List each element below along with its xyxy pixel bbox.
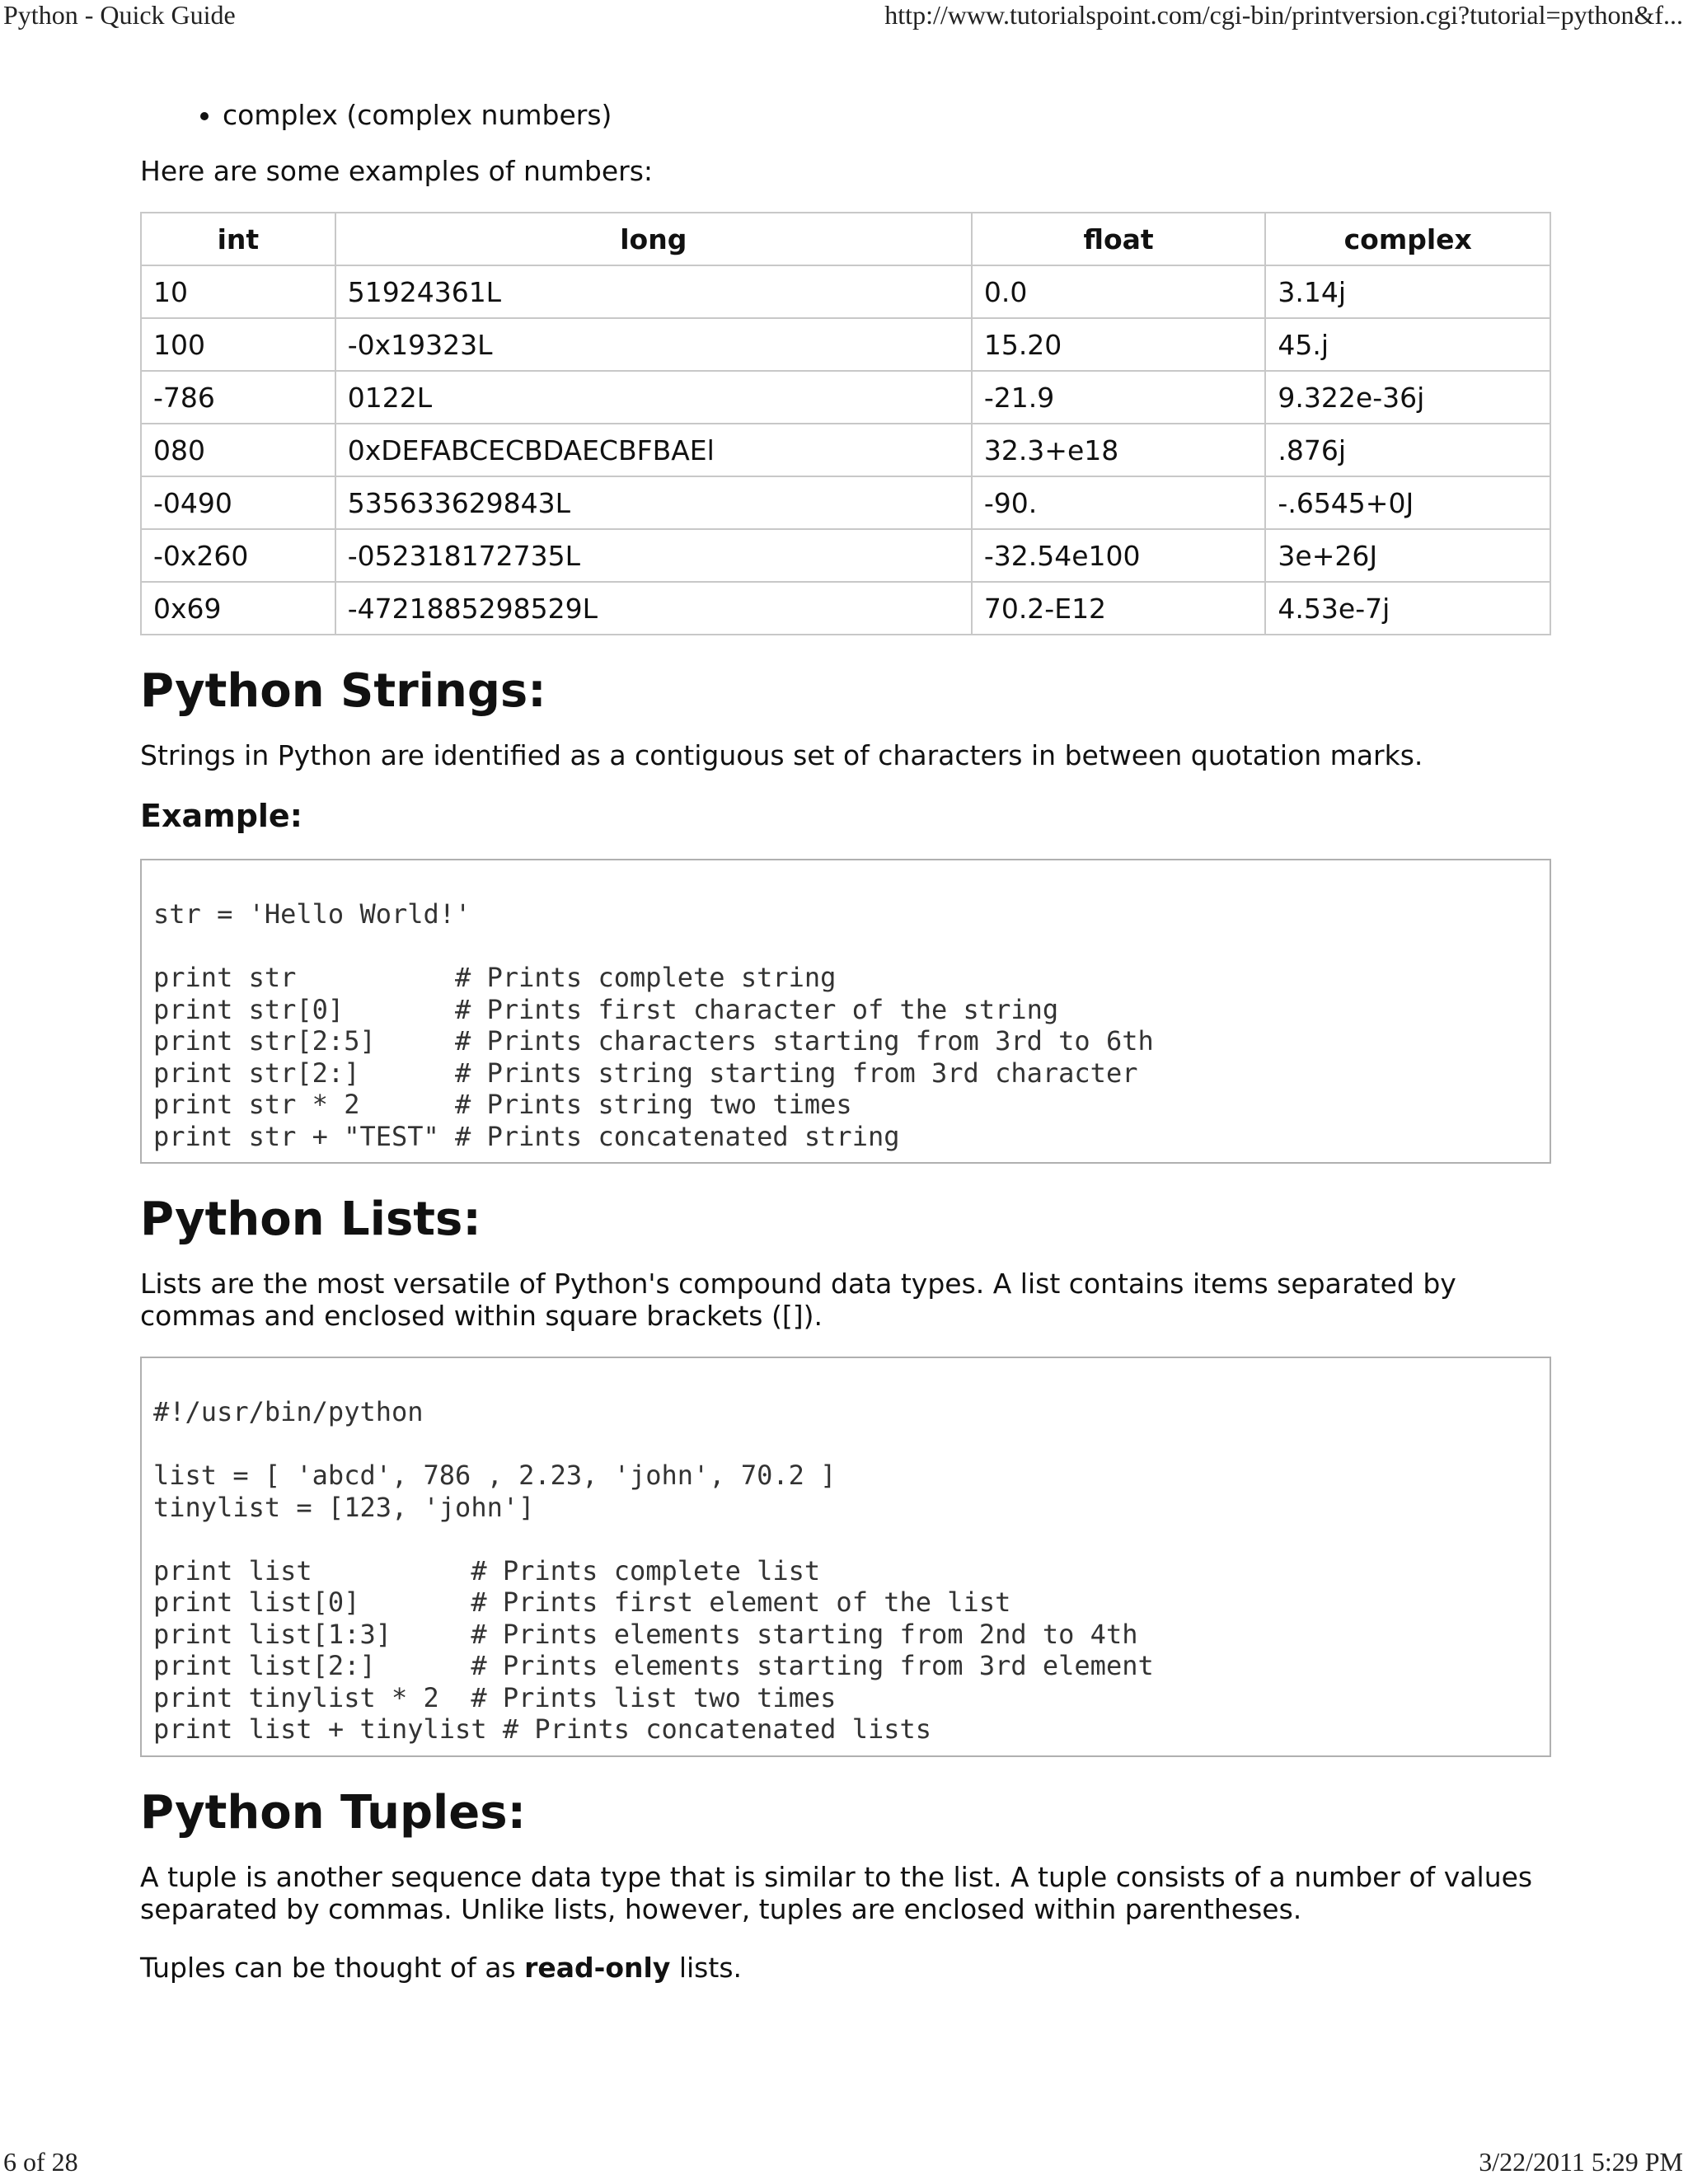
table-cell: 70.2-E12 [972,582,1266,635]
numbers-table [140,212,1551,635]
print-datetime: 3/22/2011 5:29 PM [1479,2147,1683,2177]
table-row [141,318,1550,371]
tuples-note-bold: read-only [524,1951,671,1984]
page-content [140,92,1551,1984]
column-header-long: long [335,213,972,265]
print-header-url: http://www.tutorialspoint.com/cgi-bin/printversion.cgi?tutorial=python&f... [884,0,1683,30]
table-header-row [141,213,1550,265]
tuples-heading: Python Tuples: [140,1785,526,1840]
table-cell: 0x69 [141,582,335,635]
example-heading: Example: [140,798,302,834]
table-cell: 3.14j [1265,265,1550,318]
table-cell: -0490 [141,476,335,529]
numbers-intro: Here are some examples of numbers: [140,155,654,187]
table-cell: -.6545+0J [1265,476,1550,529]
table-row [141,371,1550,424]
strings-description: Strings in Python are identified as a contiguous set of characters in between quotation marks. [140,739,1423,771]
table-row [141,424,1550,476]
table-cell: 45.j [1265,318,1550,371]
table-cell: 15.20 [972,318,1266,371]
page-number: 6 of 28 [3,2147,78,2177]
table-cell: -0x19323L [335,318,972,371]
column-header-int: int [141,213,335,265]
table-cell: 0xDEFABCECBDAECBFBAEl [335,424,972,476]
tuples-note-prefix: Tuples can be thought of as [140,1951,525,1984]
print-header-title: Python - Quick Guide [3,0,236,30]
table-cell: 9.322e-36j [1265,371,1550,424]
list-item: • complex (complex numbers) [223,92,1551,138]
column-header-float: float [972,213,1266,265]
table-cell: 51924361L [335,265,972,318]
lists-description: Lists are the most versatile of Python's compound data types. A list contains items separated by commas and enclosed within square brackets ([]). [140,1268,1456,1332]
table-cell: 080 [141,424,335,476]
print-footer [0,2147,1688,2180]
table-cell: -052318172735L [335,529,972,582]
table-cell: -786 [141,371,335,424]
column-header-complex: complex [1265,213,1550,265]
table-row [141,265,1550,318]
table-cell: -0x260 [141,529,335,582]
table-cell: 100 [141,318,335,371]
tuples-description: A tuple is another sequence data type that is similar to the list. A tuple consists of a number of values separated by commas. Unlike lists, however, tuples are enclosed within parentheses. [140,1860,1533,1925]
table-cell: 535633629843L [335,476,972,529]
table-cell: 0.0 [972,265,1266,318]
tuples-note-suffix: lists. [670,1951,743,1984]
table-cell: -4721885298529L [335,582,972,635]
number-types-list [140,92,1551,138]
table-cell: 4.53e-7j [1265,582,1550,635]
table-cell: 0122L [335,371,972,424]
table-cell: 3e+26J [1265,529,1550,582]
table-cell: 10 [141,265,335,318]
table-row [141,476,1550,529]
lists-heading: Python Lists: [140,1193,481,1246]
lists-code-block[interactable]: #!/usr/bin/python list = [ 'abcd', 786 , 2.23, 'john', 70.2 ] tinylist = [123, 'john'] print list # Prints complete list print list[0] # Prints first element of the list print list[1:3] # Prints elements starting from 2nd to 4th print list[2:] # Prints elements starting from 3rd element print tinylist * 2 # Prints list two times print list + tinylist # Prints concatenated lists [140,1357,1551,1757]
table-row [141,529,1550,582]
table-cell: 32.3+e18 [972,424,1266,476]
table-cell: -32.54e100 [972,529,1266,582]
table-row [141,582,1550,635]
table-cell: -90. [972,476,1266,529]
tuples-note [140,1952,1551,1984]
strings-code-block[interactable]: str = 'Hello World!' print str # Prints complete string print str[0] # Prints first character of the string print str[2:5] # Prints characters starting from 3rd to 6th print str[2:] # Prints string starting from 3rd character print str * 2 # Prints string two times print str + "TEST" # Prints concatenated string [140,859,1551,1164]
table-cell: .876j [1265,424,1550,476]
print-header [0,0,1688,33]
table-cell: -21.9 [972,371,1266,424]
strings-heading: Python Strings: [140,664,546,718]
